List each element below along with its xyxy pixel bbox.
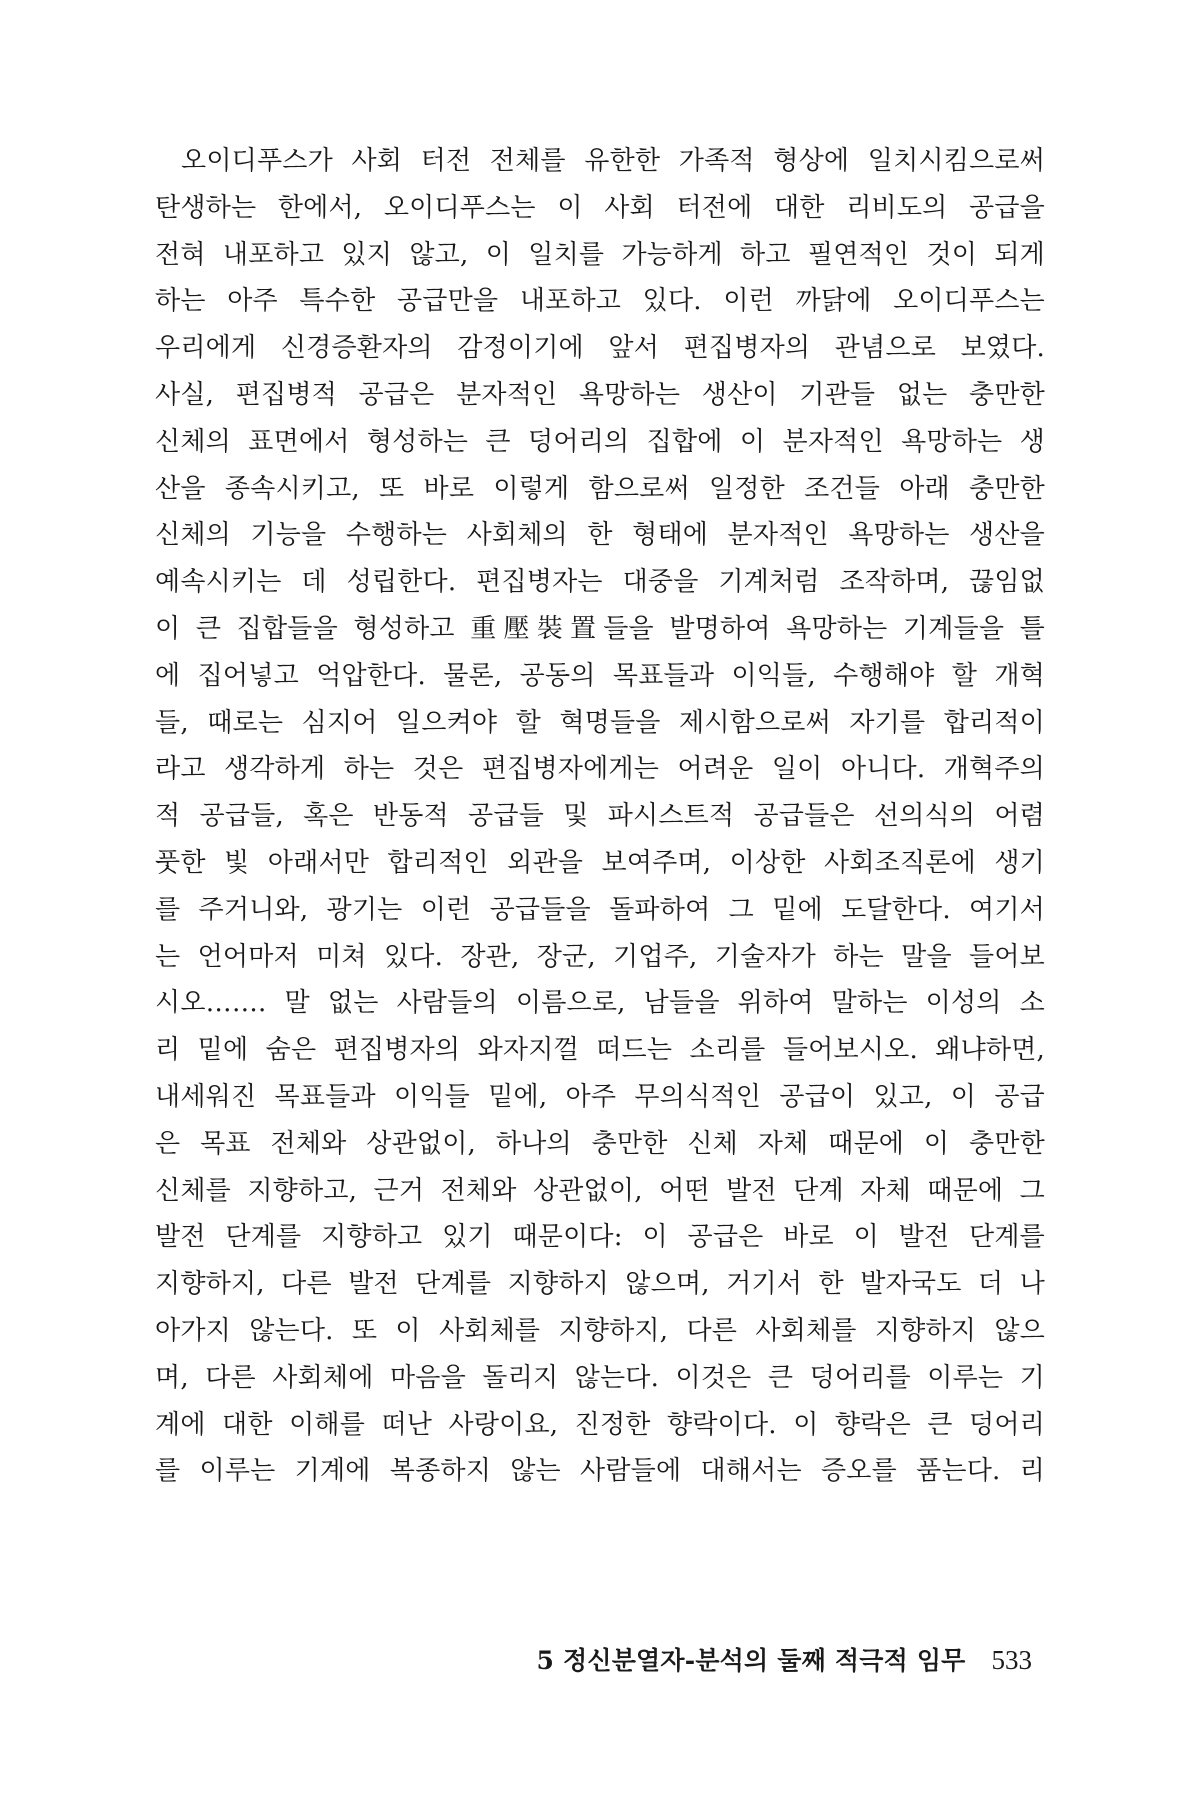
body-text (155, 138, 1045, 1495)
text-line-14: 라고 생각하게 하는 것은 편집병자에게는 어려운 일이 아니다. 개혁주의 (155, 754, 1045, 785)
page-number: 533 (991, 1645, 1032, 1675)
text-line-15: 적 공급들, 혹은 반동적 공급들 및 파시스트적 공급들은 선의식의 어렴 (155, 801, 1045, 832)
text-line-22: 은 목표 전체와 상관없이, 하나의 충만한 신체 자체 때문에 이 충만한 (155, 1128, 1045, 1159)
text-line-3: 전혀 내포하고 있지 않고, 이 일치를 가능하게 하고 필연적인 것이 되게 (155, 239, 1045, 270)
text-line-21: 내세워진 목표들과 이익들 밑에, 아주 무의식적인 공급이 있고, 이 공급 (155, 1081, 1045, 1112)
text-line-13: 들, 때로는 심지어 일으켜야 할 혁명들을 제시함으로써 자기를 합리적이 (155, 707, 1045, 738)
text-line-6: 사실, 편집병적 공급은 분자적인 욕망하는 생산이 기관들 없는 충만한 (155, 379, 1045, 410)
text-line-26: 아가지 않는다. 또 이 사회체를 지향하지, 다른 사회체를 지향하지 않으 (155, 1315, 1045, 1346)
page-footer (537, 1642, 1033, 1679)
text-line-11: 이 큰 집합들을 형성하고 重壓裝置들을 발명하여 욕망하는 기계들을 틀 (155, 613, 1045, 644)
text-line-1: 오이디푸스가 사회 터전 전체를 유한한 가족적 형상에 일치시킴으로써 (181, 146, 1045, 176)
running-title: 5 정신분열자-분석의 둘째 적극적 임무 (536, 1646, 966, 1675)
text-line-2: 탄생하는 한에서, 오이디푸스는 이 사회 터전에 대한 리비도의 공급을 (155, 192, 1045, 223)
text-line-17: 를 주거니와, 광기는 이런 공급들을 돌파하여 그 밑에 도달한다. 여기서 (155, 894, 1045, 925)
text-line-27: 며, 다른 사회체에 마음을 돌리지 않는다. 이것은 큰 덩어리를 이루는 기 (155, 1362, 1045, 1393)
text-line-24: 발전 단계를 지향하고 있기 때문이다: 이 공급은 바로 이 발전 단계를 (155, 1222, 1045, 1253)
text-line-10: 예속시키는 데 성립한다. 편집병자는 대중을 기계처럼 조작하며, 끊임없 (155, 567, 1045, 598)
text-line-23: 신체를 지향하고, 근거 전체와 상관없이, 어떤 발전 단계 자체 때문에 그 (155, 1175, 1045, 1206)
text-line-4: 하는 아주 특수한 공급만을 내포하고 있다. 이런 까닭에 오이디푸스는 (155, 286, 1045, 317)
text-line-8: 산을 종속시키고, 또 바로 이렇게 함으로써 일정한 조건들 아래 충만한 (155, 473, 1045, 504)
text-line-16: 풋한 빛 아래서만 합리적인 외관을 보여주며, 이상한 사회조직론에 생기 (155, 847, 1045, 878)
text-line-7: 신체의 표면에서 형성하는 큰 덩어리의 집합에 이 분자적인 욕망하는 생 (155, 426, 1045, 457)
text-line-19: 시오……. 말 없는 사람들의 이름으로, 남들을 위하여 말하는 이성의 소 (155, 988, 1045, 1019)
text-line-28: 계에 대한 이해를 떠난 사랑이요, 진정한 향락이다. 이 향락은 큰 덩어리 (155, 1409, 1045, 1440)
text-line-20: 리 밑에 숨은 편집병자의 와자지껄 떠드는 소리를 들어보시오. 왜냐하면, (155, 1035, 1045, 1066)
text-line-29: 를 이루는 기계에 복종하지 않는 사람들에 대해서는 증오를 품는다. 리 (155, 1456, 1045, 1487)
text-line-9: 신체의 기능을 수행하는 사회체의 한 형태에 분자적인 욕망하는 생산을 (155, 520, 1045, 551)
text-line-25: 지향하지, 다른 발전 단계를 지향하지 않으며, 거기서 한 발자국도 더 나 (155, 1269, 1045, 1300)
text-line-5: 우리에게 신경증환자의 감정이기에 앞서 편집병자의 관념으로 보였다. (155, 333, 1045, 364)
text-line-18: 는 언어마저 미쳐 있다. 장관, 장군, 기업주, 기술자가 하는 말을 들어보 (155, 941, 1045, 972)
text-line-12: 에 집어넣고 억압한다. 물론, 공동의 목표들과 이익들, 수행해야 할 개혁 (155, 660, 1045, 691)
